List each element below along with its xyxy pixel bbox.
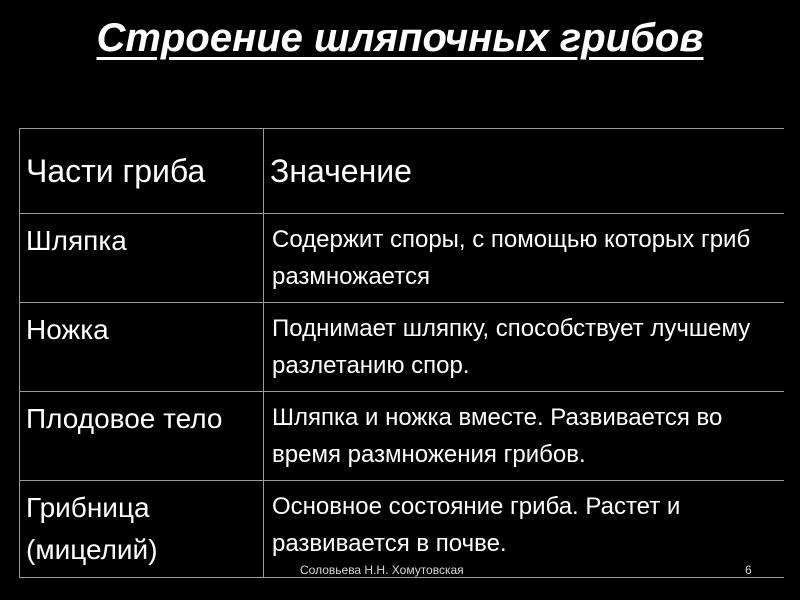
table-container (19, 128, 784, 600)
slide-number: 6 (745, 563, 752, 577)
row-part-cap: Шляпка (20, 214, 264, 303)
row-meaning-fruiting-body: Шляпка и ножка вместе. Развивается во время размножения грибов. (264, 392, 785, 481)
header-parts: Части гриба (20, 129, 264, 214)
header-meaning: Значение (264, 129, 785, 214)
table-row (20, 303, 785, 392)
row-meaning-stem: Поднимает шляпку, способствует лучшему разлетанию спор. (264, 303, 785, 392)
footer-text: Соловьева Н.Н. Хомутовская (300, 563, 464, 577)
table-row (20, 214, 785, 303)
row-part-mycelium: Грибница (мицелий) (20, 481, 264, 578)
table-header-row (20, 129, 785, 214)
slide-title: Строение шляпочных грибов (96, 16, 704, 60)
table-row (20, 392, 785, 481)
row-part-stem: Ножка (20, 303, 264, 392)
mushroom-structure-table (19, 128, 784, 578)
row-meaning-mycelium: Основное состояние гриба. Растет и развивается в почве. (264, 481, 785, 578)
row-meaning-cap: Содержит споры, с помощью которых гриб размножается (264, 214, 785, 303)
row-part-fruiting-body: Плодовое тело (20, 392, 264, 481)
